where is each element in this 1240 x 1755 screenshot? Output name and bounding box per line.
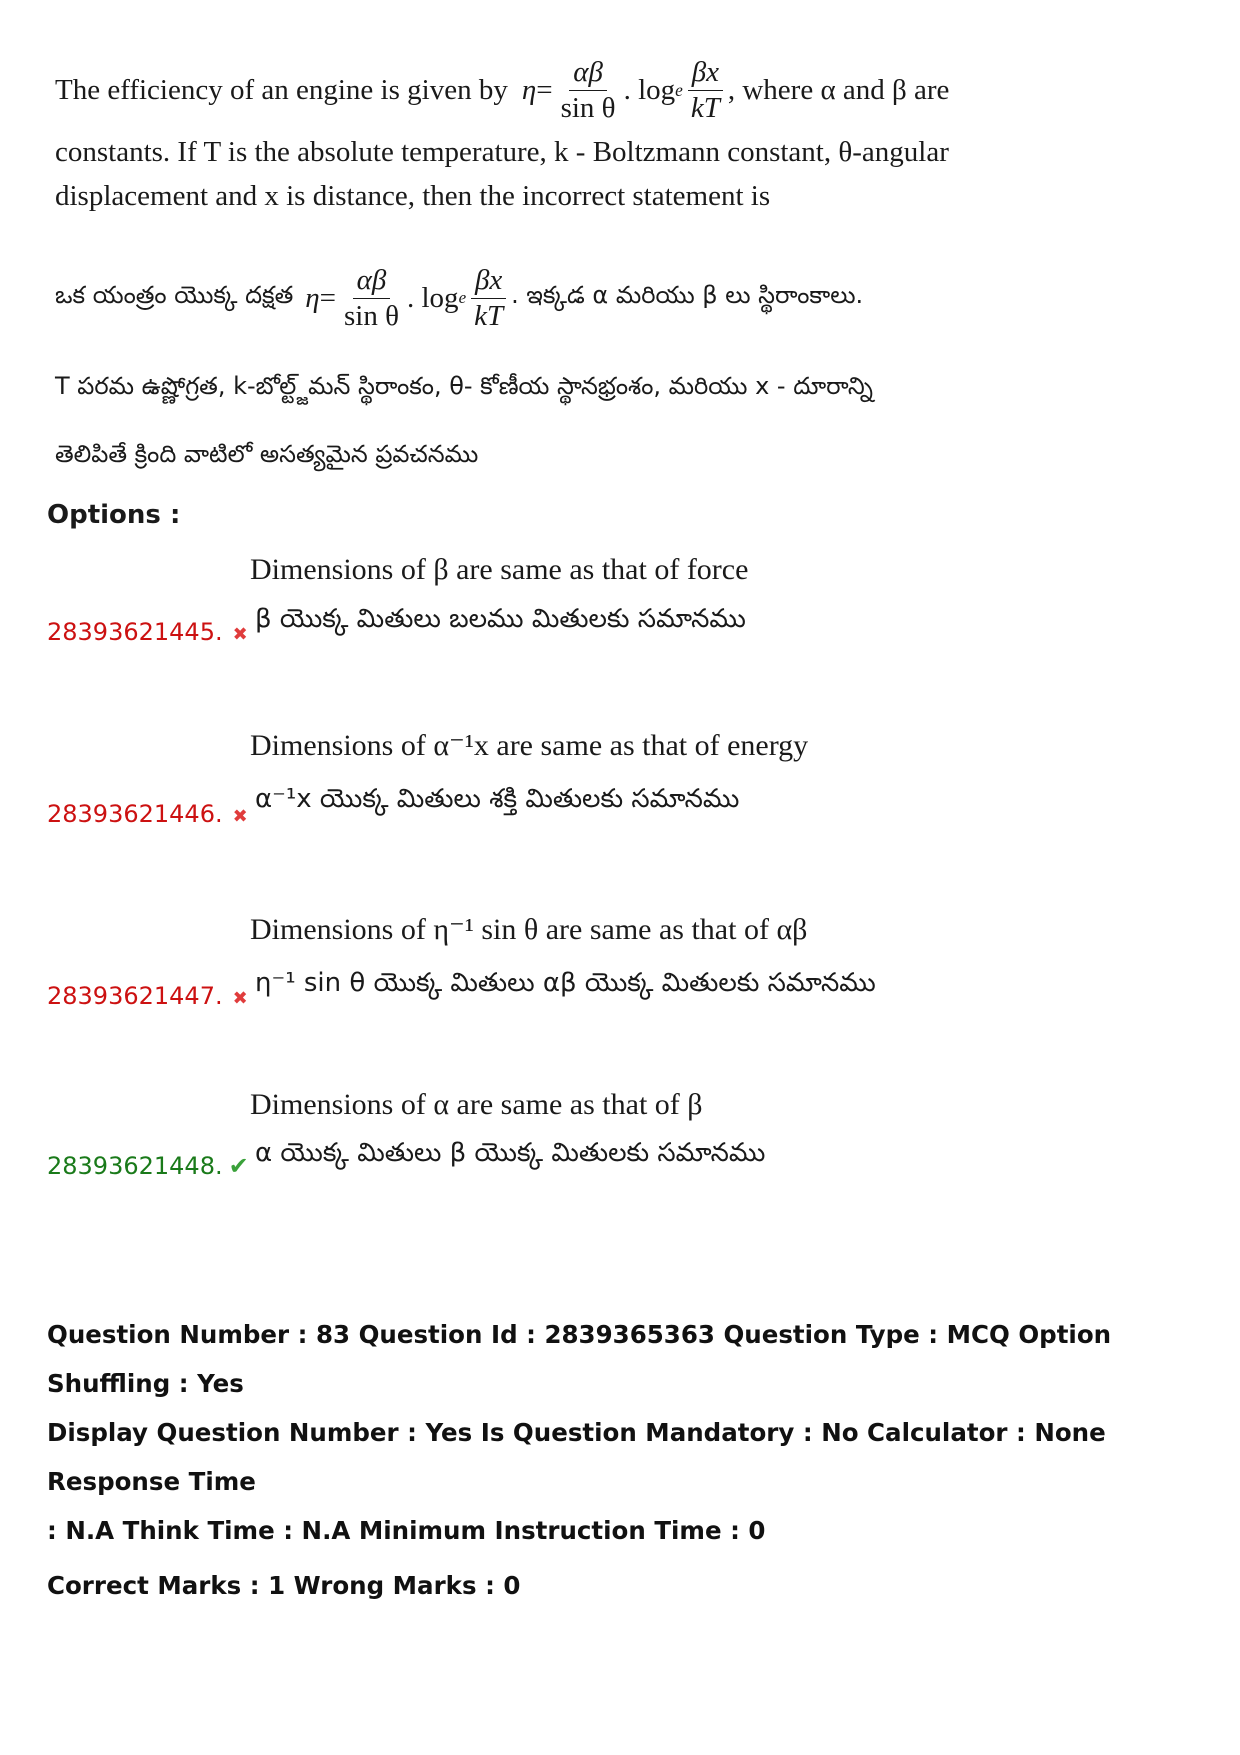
formula-fraction-2-te — [470, 265, 507, 331]
formula-denominator-1-te: sin θ — [344, 299, 399, 332]
question-telugu-line3: తెలిపితే క్రింది వాటిలో అసత్యమైన ప్రవచనము — [55, 440, 479, 468]
options-label: Options : — [47, 500, 181, 530]
formula-numerator-2-te: βx — [471, 265, 506, 298]
option-3-id: 28393621447. — [47, 982, 223, 1010]
question-telugu-line1 — [55, 258, 955, 338]
metadata-marks: Correct Marks : 1 Wrong Marks : 0 — [47, 1571, 521, 1600]
option-3-telugu: η⁻¹ sin θ యొక్క మితులు αβ యొక్క మితులకు సమానము — [255, 968, 876, 998]
option-4-id: 28393621448. — [47, 1152, 223, 1180]
metadata-line-3: : N.A Think Time : N.A Minimum Instruction Time : 0 — [47, 1516, 766, 1545]
cross-icon: ✖ — [232, 988, 248, 1009]
formula-eta: η — [521, 74, 537, 106]
question-english-line1 — [55, 50, 955, 130]
metadata-line-1: Question Number : 83 Question Id : 2839365363 Question Type : MCQ Option Shuffling : Yes — [47, 1320, 1112, 1398]
option-2-telugu: α⁻¹x యొక్క మితులు శక్తి మితులకు సమానము — [255, 784, 740, 814]
formula-denominator-2-te: kT — [474, 299, 504, 332]
cross-icon: ✖ — [232, 806, 248, 827]
question-english-suffix: , where α and β are — [727, 74, 950, 106]
formula-fraction-1 — [557, 57, 620, 123]
formula-numerator-2: βx — [688, 57, 723, 90]
question-english-line2: constants. If T is the absolute temperature, k - Boltzmann constant, θ-angular — [55, 136, 949, 168]
formula-log-te: . log — [407, 281, 459, 314]
option-2-row[interactable] — [47, 800, 248, 828]
question-english-prefix: The efficiency of an engine is given by — [55, 74, 508, 106]
option-1-row[interactable] — [47, 618, 248, 646]
option-3-row[interactable] — [47, 982, 248, 1010]
formula-fraction-1-te — [340, 265, 403, 331]
option-4-telugu: α యొక్క మితులు β యొక్క మితులకు సమానము — [255, 1138, 766, 1168]
option-2-english: Dimensions of α⁻¹x are same as that of energy — [250, 729, 809, 762]
formula-log-base: e — [675, 80, 683, 100]
formula-denominator-1: sin θ — [560, 91, 616, 124]
option-3-english: Dimensions of η⁻¹ sin θ are same as that of αβ — [250, 913, 808, 946]
option-1-id: 28393621445. — [47, 618, 223, 646]
question-english — [55, 50, 955, 218]
formula-fraction-2 — [687, 57, 724, 123]
formula-denominator-2: kT — [690, 91, 720, 124]
question-telugu-line2: T పరమ ఉష్ణోగ్రత, k-బోల్ట్జ్‌మన్ స్థిరాంకం, θ- కోణీయ స్థానభ్రంశం, మరియు x - దూరాన్ని — [55, 372, 873, 400]
question-telugu-prefix: ఒక యంత్రం యొక్క దక్షత — [55, 281, 294, 309]
option-4-english: Dimensions of α are same as that of β — [250, 1088, 703, 1121]
metadata-line-2: Display Question Number : Yes Is Question Mandatory : No Calculator : None Response Time — [47, 1418, 1106, 1496]
question-metadata — [47, 1310, 1207, 1610]
formula-numerator-1-te: αβ — [353, 265, 391, 298]
formula-eta-te: η — [305, 281, 320, 314]
formula-equals: = — [536, 74, 553, 106]
cross-icon: ✖ — [232, 624, 248, 645]
option-1-telugu: β యొక్క మితులు బలము మితులకు సమానము — [255, 604, 746, 634]
formula-numerator-1: αβ — [569, 57, 607, 90]
check-icon: ✔ — [228, 1152, 249, 1180]
option-4-row[interactable] — [47, 1152, 249, 1180]
formula-log: . log — [623, 74, 676, 106]
option-1-english: Dimensions of β are same as that of force — [250, 553, 749, 586]
formula-equals-te: = — [319, 281, 337, 314]
option-2-id: 28393621446. — [47, 800, 223, 828]
question-english-line3: displacement and x is distance, then the incorrect statement is — [55, 180, 771, 212]
formula-log-base-te: e — [458, 288, 467, 307]
question-telugu-suffix: . ఇక్కడ α మరియు β లు స్థిరాంకాలు. — [511, 281, 864, 309]
